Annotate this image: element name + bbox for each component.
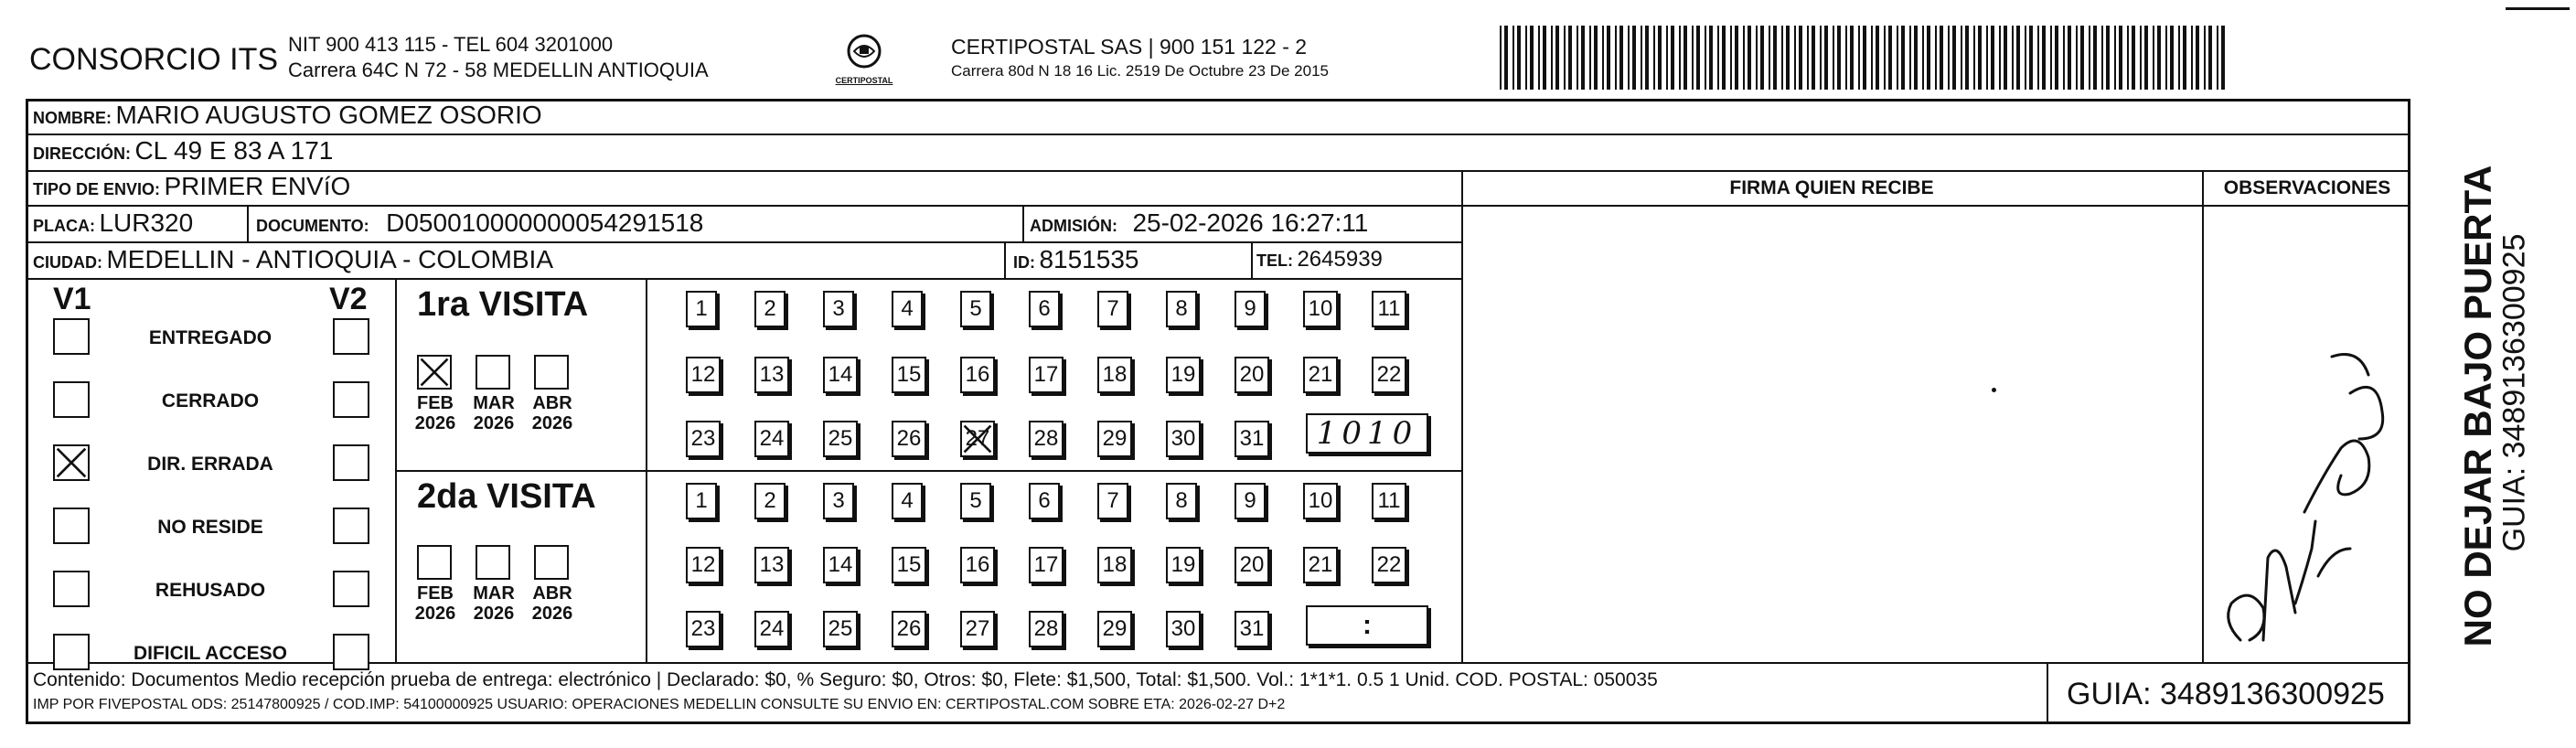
barcode-bar xyxy=(2153,26,2154,90)
barcode-bar xyxy=(1683,26,1687,90)
barcode-bar xyxy=(1568,26,1572,90)
barcode-bar xyxy=(2191,26,2193,90)
barcode-bar xyxy=(1748,26,1751,90)
barcode-bar xyxy=(2025,26,2026,90)
direccion-label: DIRECCIÓN: xyxy=(33,144,131,163)
day-box[interactable]: 25 xyxy=(823,611,858,647)
barcode-bar xyxy=(1909,26,1911,90)
placa-value: LUR320 xyxy=(99,208,194,237)
day-box[interactable]: 23 xyxy=(686,611,721,647)
first-visit-time: 1010 xyxy=(1316,415,1418,452)
barcode-bar xyxy=(1769,26,1770,90)
day-box[interactable]: 31 xyxy=(1235,611,1269,647)
barcode-bar xyxy=(1632,26,1636,90)
side-notice-text: NO DEJAR BAJO PUERTA xyxy=(2456,165,2499,647)
barcode-bar xyxy=(1743,26,1745,90)
barcode-bar xyxy=(1812,26,1815,90)
barcode-bar xyxy=(2012,26,2014,90)
month-checkbox[interactable] xyxy=(417,545,452,580)
month-name: MAR xyxy=(473,393,515,413)
ciudad-label: CIUDAD: xyxy=(33,253,102,272)
month-checkbox[interactable] xyxy=(534,545,569,580)
day-box[interactable]: 8 xyxy=(1166,483,1197,519)
tipo-row xyxy=(33,172,350,201)
day-box[interactable]: 23 xyxy=(686,421,721,457)
nombre-label: NOMBRE: xyxy=(33,109,112,127)
day-box[interactable]: 19 xyxy=(1166,357,1201,393)
barcode-bar xyxy=(1525,26,1527,90)
id-value: 8151535 xyxy=(1039,245,1139,273)
barcode-bar xyxy=(2068,26,2071,90)
day-box[interactable]: 12 xyxy=(686,547,721,583)
day-box[interactable]: 3 xyxy=(823,483,854,519)
day-box[interactable]: 4 xyxy=(892,483,923,519)
day-box[interactable]: 6 xyxy=(1029,483,1060,519)
status-label: NO RESIDE xyxy=(157,517,263,538)
month-checkbox[interactable] xyxy=(476,545,510,580)
barcode-bar xyxy=(1863,26,1866,90)
barcode-bar xyxy=(1564,26,1566,90)
day-box[interactable]: 5 xyxy=(960,483,991,519)
ciudad-value: MEDELLIN - ANTIOQUIA - COLOMBIA xyxy=(106,245,553,273)
barcode-bar xyxy=(1794,26,1796,90)
status-label: ENTREGADO xyxy=(148,327,273,348)
tel-label: TEL: xyxy=(1256,251,1293,270)
barcode-bar xyxy=(1671,26,1674,90)
day-box[interactable]: 11 xyxy=(1372,483,1406,519)
day-box[interactable]: 24 xyxy=(754,421,789,457)
barcode-bar xyxy=(1760,26,1764,90)
documento-value: D050010000000054291518 xyxy=(386,208,704,237)
barcode-bar xyxy=(2080,26,2084,90)
barcode-bar xyxy=(2165,26,2167,90)
direccion-value: CL 49 E 83 A 171 xyxy=(134,136,334,165)
barcode-bar xyxy=(1914,26,1918,90)
day-box[interactable]: 30 xyxy=(1166,611,1201,647)
admision-row xyxy=(1030,208,1368,238)
nombre-row xyxy=(33,101,542,130)
status-label: REHUSADO xyxy=(155,580,266,601)
first-visit-time-box[interactable] xyxy=(1306,413,1428,454)
x-mark-icon xyxy=(55,446,88,479)
barcode-bar xyxy=(1897,26,1898,90)
month-year: 2026 xyxy=(414,413,456,433)
day-box[interactable]: 29 xyxy=(1097,421,1132,457)
barcode-bar xyxy=(1653,26,1655,90)
day-box[interactable]: 31 xyxy=(1235,421,1269,457)
day-box[interactable]: 1 xyxy=(686,483,717,519)
barcode-bar xyxy=(1756,26,1758,90)
day-box[interactable]: 17 xyxy=(1029,547,1064,583)
barcode-bar xyxy=(1615,26,1617,90)
barcode-bar xyxy=(1927,26,1930,90)
admision-value: 25-02-2026 16:27:11 xyxy=(1132,208,1369,237)
barcode-bar xyxy=(1999,26,2001,90)
side-guia-text: GUIA: 3489136300925 xyxy=(2496,233,2532,552)
day-box[interactable]: 20 xyxy=(1235,547,1269,583)
day-box[interactable]: 28 xyxy=(1029,421,1064,457)
status-label: DIR. ERRADA xyxy=(147,454,273,475)
x-mark-icon xyxy=(419,357,450,388)
day-box[interactable]: 5 xyxy=(960,291,991,327)
day-number: 27 xyxy=(965,426,990,451)
month-label xyxy=(413,393,457,433)
barcode-bar xyxy=(1696,26,1700,90)
firma-label: FIRMA QUIEN RECIBE xyxy=(1729,177,1934,198)
signature-dot xyxy=(1992,388,1996,392)
barcode-bar xyxy=(1658,26,1662,90)
day-box[interactable]: 13 xyxy=(754,357,789,393)
day-box[interactable]: 20 xyxy=(1235,357,1269,393)
day-box[interactable]: 2 xyxy=(754,483,786,519)
barcode-bar xyxy=(1628,26,1630,90)
day-box[interactable]: 12 xyxy=(686,357,721,393)
barcode-bar xyxy=(1935,26,1937,90)
barcode-bar xyxy=(1901,26,1905,90)
barcode-bar xyxy=(1730,26,1732,90)
certipostal-logo-icon xyxy=(841,33,887,71)
day-box[interactable]: 10 xyxy=(1303,483,1338,519)
barcode-bar xyxy=(1845,26,1847,90)
company-address: Carrera 64C N 72 - 58 MEDELLIN ANTIOQUIA xyxy=(288,59,709,81)
barcode-bar xyxy=(2029,26,2033,90)
barcode-bar xyxy=(1602,26,1604,90)
day-box[interactable]: 10 xyxy=(1303,291,1338,327)
company-nit: NIT 900 413 115 - TEL 604 3201000 xyxy=(288,33,614,56)
month-label xyxy=(413,583,457,624)
day-box[interactable]: 28 xyxy=(1029,611,1064,647)
barcode-bar xyxy=(1922,26,1924,90)
month-name: FEB xyxy=(417,393,454,413)
v1-checkbox[interactable] xyxy=(53,571,90,607)
v2-checkbox[interactable] xyxy=(333,381,369,418)
barcode-bar xyxy=(1538,26,1540,90)
carrier-license: Carrera 80d N 18 16 Lic. 2519 De Octubre 23 De 2015 xyxy=(951,62,1329,80)
barcode-bar xyxy=(2183,26,2186,90)
tipo-label: TIPO DE ENVIO: xyxy=(33,180,161,198)
barcode-bar xyxy=(1530,26,1534,90)
v1-checkbox[interactable] xyxy=(53,381,90,418)
barcode-bar xyxy=(1781,26,1783,90)
barcode-bar xyxy=(1543,26,1546,90)
barcode-bar xyxy=(2101,26,2103,90)
barcode-bar xyxy=(1961,26,1962,90)
barcode-bar xyxy=(1876,26,1879,90)
barcode-bar xyxy=(1619,26,1623,90)
barcode-bar xyxy=(1589,26,1591,90)
month-checkbox[interactable] xyxy=(476,355,510,390)
day-box[interactable]: 15 xyxy=(892,357,926,393)
barcode-bar xyxy=(2089,26,2090,90)
day-box[interactable]: 24 xyxy=(754,611,789,647)
barcode-bar xyxy=(1641,26,1642,90)
month-label xyxy=(472,583,516,624)
day-box[interactable]: 3 xyxy=(823,291,854,327)
v1-checkbox[interactable] xyxy=(53,318,90,355)
barcode-bar xyxy=(2144,26,2148,90)
day-box[interactable]: 15 xyxy=(892,547,926,583)
v2-checkbox[interactable] xyxy=(333,508,369,544)
barcode xyxy=(1500,26,2231,90)
barcode-bar xyxy=(2178,26,2180,90)
nombre-value: MARIO AUGUSTO GOMEZ OSORIO xyxy=(115,101,542,129)
barcode-bar xyxy=(1978,26,1982,90)
barcode-bar xyxy=(1581,26,1585,90)
barcode-bar xyxy=(2132,26,2135,90)
v2-checkbox[interactable] xyxy=(333,571,369,607)
carrier-line: CERTIPOSTAL SAS | 900 151 122 - 2 xyxy=(951,35,1308,59)
day-box[interactable]: 25 xyxy=(823,421,858,457)
barcode-bar xyxy=(2055,26,2058,90)
day-box[interactable]: 7 xyxy=(1097,291,1128,327)
barcode-bar xyxy=(2093,26,2097,90)
barcode-bar xyxy=(2114,26,2116,90)
side-notice xyxy=(2414,101,2533,722)
handwritten-signature xyxy=(2213,338,2396,658)
month-year: 2026 xyxy=(531,604,573,624)
barcode-bar xyxy=(1666,26,1668,90)
barcode-bar xyxy=(2063,26,2065,90)
barcode-bar xyxy=(1517,26,1521,90)
v2-checkbox[interactable] xyxy=(333,634,369,670)
documento-label: DOCUMENTO: xyxy=(256,217,369,235)
barcode-bar xyxy=(1504,26,1508,90)
day-box[interactable]: 2 xyxy=(754,291,786,327)
barcode-bar xyxy=(2208,26,2212,90)
day-box[interactable]: 18 xyxy=(1097,357,1132,393)
footer-impresion: IMP POR FIVEPOSTAL ODS: 25147800925 / COD.IMP: 54100000925 USUARIO: OPERACIONES MEDELLIN CONSULTE SU ENVIO EN: CERTIPOSTAL.COM SOBRE ETA: 2026-02-27 D+2 xyxy=(33,697,1286,712)
month-year: 2026 xyxy=(473,413,515,433)
carrier-logo xyxy=(814,33,914,97)
day-box[interactable] xyxy=(960,421,995,457)
barcode-bar xyxy=(1555,26,1559,90)
status-label: DIFICIL ACCESO xyxy=(133,643,287,664)
barcode-bar xyxy=(1833,26,1834,90)
day-box[interactable]: 13 xyxy=(754,547,789,583)
barcode-bar xyxy=(1807,26,1809,90)
barcode-bar xyxy=(2016,26,2020,90)
direccion-row xyxy=(33,136,333,166)
day-box[interactable]: 16 xyxy=(960,357,995,393)
barcode-bar xyxy=(1705,26,1706,90)
observaciones-label: OBSERVACIONES xyxy=(2223,177,2391,198)
barcode-bar xyxy=(2050,26,2052,90)
v1-checkbox[interactable] xyxy=(53,634,90,670)
v2-checkbox[interactable] xyxy=(333,318,369,355)
day-box[interactable]: 27 xyxy=(960,611,995,647)
day-box[interactable]: 26 xyxy=(892,421,926,457)
barcode-bar xyxy=(2196,26,2199,90)
company-name: CONSORCIO ITS xyxy=(29,42,279,77)
barcode-bar xyxy=(1837,26,1841,90)
barcode-bar xyxy=(1735,26,1738,90)
barcode-bar xyxy=(1973,26,1975,90)
barcode-bar xyxy=(1952,26,1956,90)
placa-row xyxy=(33,208,193,238)
barcode-bar xyxy=(1709,26,1713,90)
tel-value: 2645939 xyxy=(1297,247,1383,272)
barcode-bar xyxy=(2004,26,2007,90)
v1-checkbox[interactable] xyxy=(53,508,90,544)
day-box[interactable]: 7 xyxy=(1097,483,1128,519)
tipo-value: PRIMER ENVíO xyxy=(164,172,351,200)
day-box[interactable]: 9 xyxy=(1235,483,1266,519)
footer-guia: GUIA: 3489136300925 xyxy=(2067,677,2385,711)
barcode-bar xyxy=(1858,26,1860,90)
day-box[interactable]: 6 xyxy=(1029,291,1060,327)
second-visit-time: : xyxy=(1363,610,1372,640)
month-label xyxy=(530,583,574,624)
second-visit-title: 2da VISITA xyxy=(417,477,596,516)
month-label xyxy=(530,393,574,433)
admision-label: ADMISIÓN: xyxy=(1030,217,1117,235)
month-name: MAR xyxy=(473,583,515,604)
month-checkbox[interactable] xyxy=(417,355,452,390)
barcode-bar xyxy=(1645,26,1649,90)
placa-label: PLACA: xyxy=(33,217,95,235)
day-box[interactable]: 30 xyxy=(1166,421,1201,457)
day-box[interactable]: 11 xyxy=(1372,291,1406,327)
barcode-bar xyxy=(1679,26,1681,90)
day-box[interactable]: 21 xyxy=(1303,357,1338,393)
barcode-bar xyxy=(2221,26,2225,90)
barcode-bar xyxy=(2106,26,2110,90)
barcode-bar xyxy=(1594,26,1598,90)
ciudad-row xyxy=(33,245,553,274)
barcode-bar xyxy=(1986,26,1988,90)
id-row xyxy=(1013,245,1138,274)
barcode-bar xyxy=(2140,26,2142,90)
barcode-bar xyxy=(1722,26,1726,90)
documento-row xyxy=(256,208,703,238)
barcode-bar xyxy=(2076,26,2078,90)
barcode-bar xyxy=(1948,26,1950,90)
month-year: 2026 xyxy=(414,604,456,624)
v1-checkbox[interactable] xyxy=(53,444,90,481)
month-year: 2026 xyxy=(473,604,515,624)
day-box[interactable]: 8 xyxy=(1166,291,1197,327)
barcode-bar xyxy=(1512,26,1514,90)
barcode-bar xyxy=(1871,26,1873,90)
logo-text: CERTIPOSTAL xyxy=(835,76,893,85)
month-label xyxy=(472,393,516,433)
v2-label: V2 xyxy=(329,282,368,316)
barcode-bar xyxy=(1500,26,1502,90)
barcode-bar xyxy=(2042,26,2046,90)
day-box[interactable]: 19 xyxy=(1166,547,1201,583)
barcode-bar xyxy=(1940,26,1943,90)
day-box[interactable]: 14 xyxy=(823,357,858,393)
day-box[interactable]: 26 xyxy=(892,611,926,647)
barcode-bar xyxy=(2157,26,2161,90)
barcode-bar xyxy=(2127,26,2129,90)
day-box[interactable]: 17 xyxy=(1029,357,1064,393)
first-visit-title: 1ra VISITA xyxy=(417,285,589,324)
day-box[interactable]: 16 xyxy=(960,547,995,583)
barcode-bar xyxy=(1965,26,1969,90)
barcode-bar xyxy=(1991,26,1994,90)
second-visit-time-box[interactable] xyxy=(1306,605,1428,646)
barcode-bar xyxy=(1717,26,1719,90)
barcode-bar xyxy=(1884,26,1886,90)
barcode-bar xyxy=(2037,26,2039,90)
v2-checkbox[interactable] xyxy=(333,444,369,481)
barcode-bar xyxy=(1577,26,1578,90)
barcode-bar xyxy=(2217,26,2218,90)
day-box[interactable]: 21 xyxy=(1303,547,1338,583)
month-name: FEB xyxy=(417,583,454,604)
barcode-bar xyxy=(1773,26,1777,90)
barcode-bar xyxy=(2119,26,2122,90)
id-label: ID: xyxy=(1013,253,1035,272)
barcode-bar xyxy=(1551,26,1553,90)
day-box[interactable]: 9 xyxy=(1235,291,1266,327)
day-box[interactable]: 22 xyxy=(1372,547,1406,583)
month-year: 2026 xyxy=(531,413,573,433)
barcode-bar xyxy=(1799,26,1802,90)
barcode-bar xyxy=(2170,26,2174,90)
day-box[interactable]: 18 xyxy=(1097,547,1132,583)
day-box[interactable]: 4 xyxy=(892,291,923,327)
month-checkbox[interactable] xyxy=(534,355,569,390)
barcode-bar xyxy=(1607,26,1610,90)
day-box[interactable]: 29 xyxy=(1097,611,1132,647)
barcode-bar xyxy=(2204,26,2206,90)
day-box[interactable]: 14 xyxy=(823,547,858,583)
footer-contenido: Contenido: Documentos Medio recepción prueba de entrega: electrónico | Declarado: $0, % Seguro: $0, Otros: $0, Flete: $1,500, Total: $1,500. Vol.: 1*1*1. 0.5 1 Unid. COD. POSTAL: 050035 xyxy=(33,669,1658,690)
barcode-bar xyxy=(1820,26,1822,90)
barcode-bar xyxy=(1888,26,1892,90)
tel-row xyxy=(1256,247,1383,272)
barcode-bar xyxy=(1824,26,1828,90)
month-name: ABR xyxy=(532,393,572,413)
status-label: CERRADO xyxy=(161,390,260,411)
day-box[interactable]: 22 xyxy=(1372,357,1406,393)
day-box[interactable]: 1 xyxy=(686,291,717,327)
month-name: ABR xyxy=(532,583,572,604)
barcode-bar xyxy=(1692,26,1694,90)
v1-label: V1 xyxy=(53,282,91,316)
barcode-bar xyxy=(1850,26,1854,90)
barcode-bar xyxy=(1786,26,1790,90)
edge-mark xyxy=(2506,7,2570,10)
